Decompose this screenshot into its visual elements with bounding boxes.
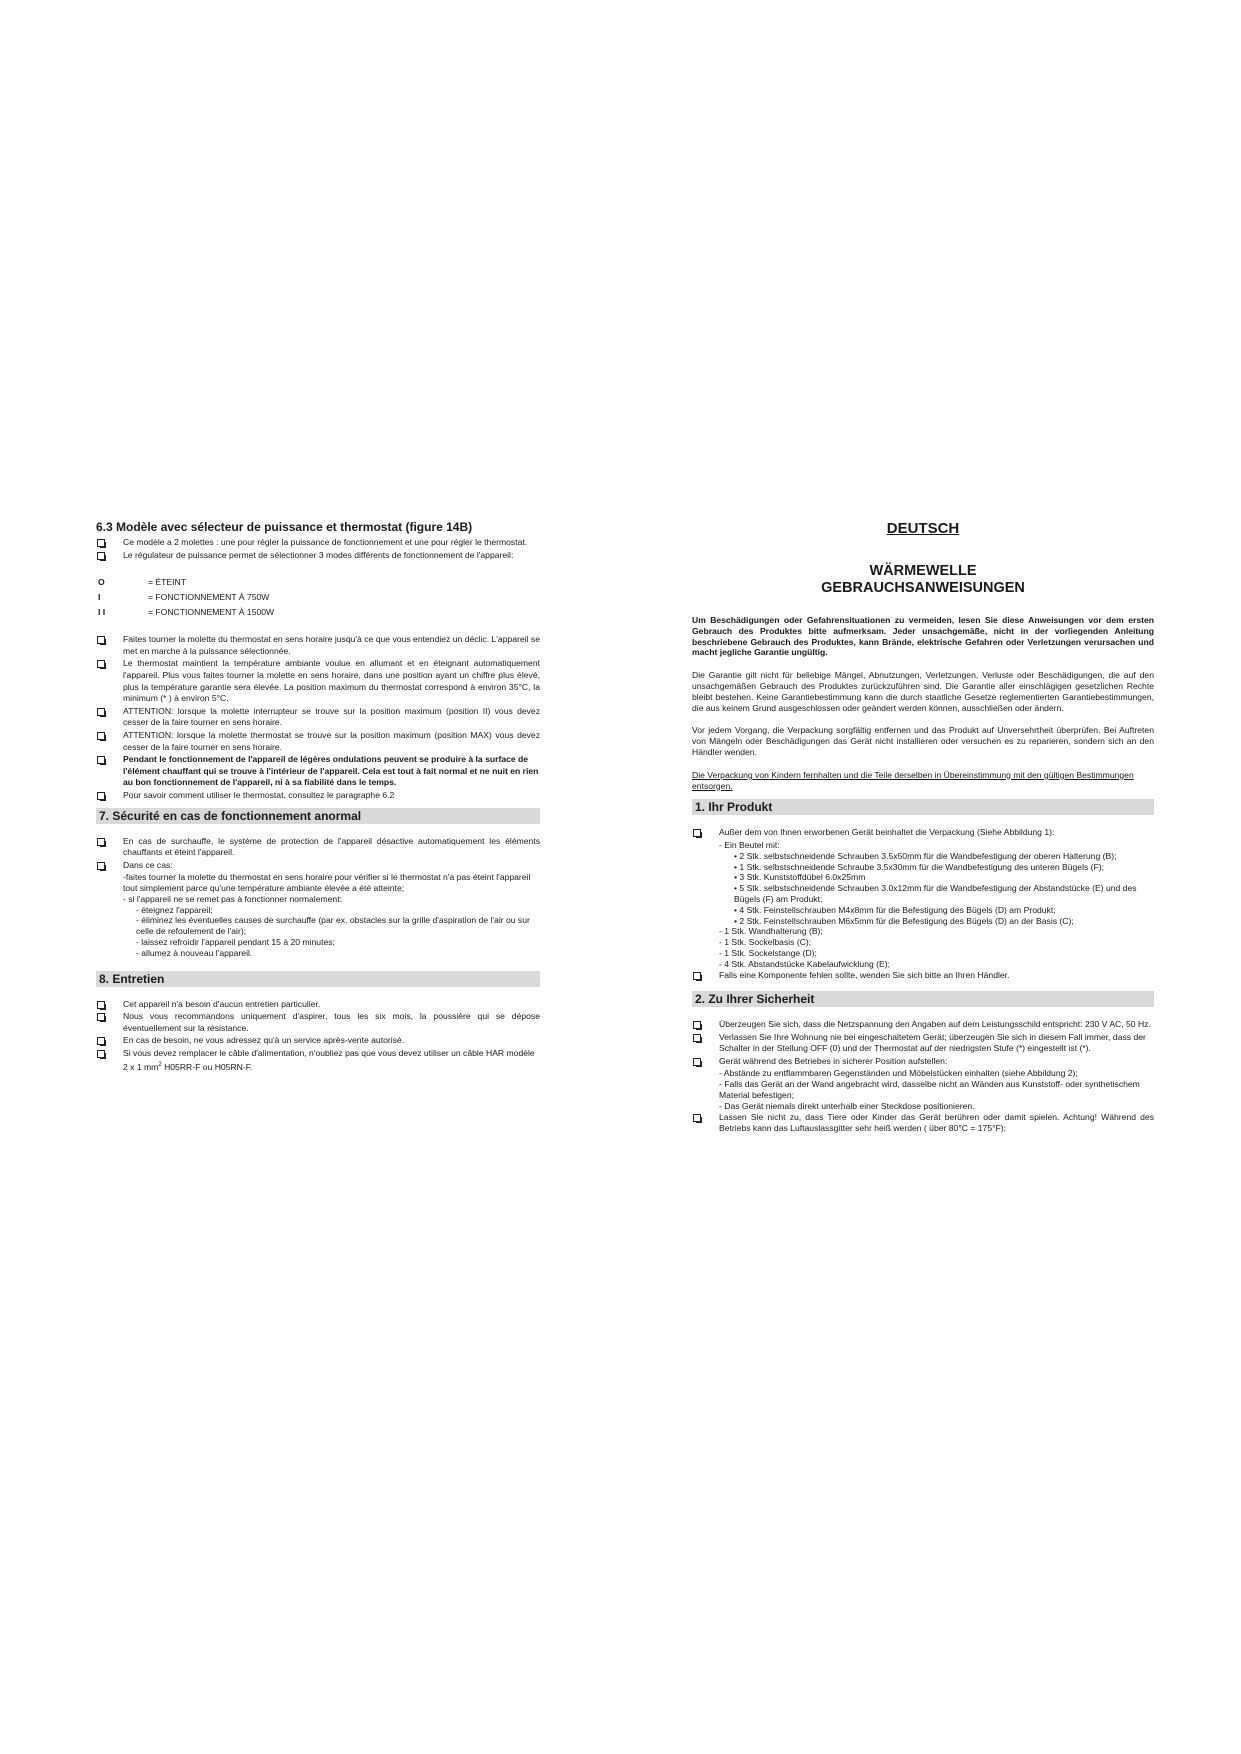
- text-line: - Abstände zu entflammbaren Gegenständen und Möbelstücken einhalten (siehe Abbildung 2);: [719, 1068, 1078, 1079]
- list-item: Nous vous recommandons uniquement d'aspirer, tous les six mois, la poussière qui se dépose éventuellement sur la résistance.: [96, 1011, 540, 1034]
- section-2-title: 2. Zu Ihrer Sicherheit: [692, 991, 1154, 1007]
- product-title: WÄRMEWELLE: [869, 563, 977, 579]
- checkbox-bullet-icon: [97, 1001, 105, 1009]
- checkbox-bullet-icon: [693, 972, 701, 980]
- power-modes: [96, 575, 540, 620]
- left-column: [96, 520, 540, 1074]
- packaging-paragraph: Vor jedem Vorgang, die Verpackung sorgfältig entfernen und das Produkt auf Unversehrtheit überprüfen. Bei Auftreten von Mängeln oder Beschädigungen das Gerät nicht installieren oder versuchen es zu reparieren, sondern sich an den Händler wenden.: [692, 725, 1154, 757]
- checkbox-bullet-icon: [97, 756, 105, 764]
- checkbox-bullet-icon: [97, 792, 105, 800]
- warranty-paragraph: Die Garantie gilt nicht für beliebige Mängel, Abnutzungen, Verletzungen, Verluste oder Beschädigungen, die auf den unsachgemäßen Gebrauch des Produktes zurückzuführen sind. Die Garantie aller einschlägigen gesetzlichen Rechte bleibt bestehen. Keine Garantiebestimmung kann die durch staatliche Gesetze reglementierten Garantiebestimmungen, die aus keinem Grund ausgeschlossen oder geändert werden können, ausschließen oder ändern.: [692, 670, 1154, 713]
- part-line: - 4 Stk. Abstandstücke Kabelaufwicklung (E);: [719, 958, 891, 969]
- section-7-title: 7. Sécurité en cas de fonctionnement anormal: [96, 808, 540, 824]
- bag-item: • 2 Stk. selbstschneidende Schrauben 3.5x50mm für die Wandbefestigung der oberen Halterung (B);: [734, 850, 1117, 861]
- text-line: - si l'appareil ne se remet pas à fonctionner normalement:: [123, 893, 342, 904]
- list-item: Verlassen Sie Ihre Wohnung nie bei eingeschaltetem Gerät; überzeugen Sie sich in diesem Fall immer, dass der Schalter in der Stellung OFF (0) und der Thermostat auf der niedrigsten Stufe (*) eingestellt ist (*).: [692, 1032, 1154, 1055]
- checkbox-bullet-icon: [97, 1037, 105, 1045]
- part-line: - 1 Stk. Wandhalterung (B);: [719, 926, 823, 937]
- right-column: [692, 520, 1154, 1136]
- checkbox-bullet-icon: [97, 732, 105, 740]
- list-item: ATTENTION: lorsque la molette thermostat se trouve sur la position maximum (position MAX) vous devez cesser de la faire tourner en sens horaire.: [96, 730, 540, 753]
- checkbox-bullet-icon: [97, 708, 105, 716]
- language-heading: DEUTSCH: [886, 520, 960, 537]
- checkbox-bullet-icon: [97, 552, 105, 560]
- list-item: En cas de besoin, ne vous adressez qu'à un service après-vente autorisé.: [96, 1035, 540, 1047]
- part-line: - 1 Stk. Sockelbasis (C);: [719, 937, 812, 948]
- checkbox-bullet-icon: [693, 1058, 701, 1066]
- list-item: ATTENTION: lorsque la molette interrupteur se trouve sur la position maximum (position II) vous devez cesser de la faire tourner en sens horaire.: [96, 706, 540, 729]
- checkbox-bullet-icon: [97, 636, 105, 644]
- bag-item: • 2 Stk. Feinstellschrauben M6x5mm für die Befestigung des Bügels (D) an der Basis (C);: [734, 915, 1074, 926]
- children-paragraph: Die Verpackung von Kindern fernhalten und die Teile derselben in Übereinstimmung mit den gültigen Bestimmungen entsorgen.: [692, 769, 1134, 791]
- checkbox-bullet-icon: [97, 862, 105, 870]
- text-line: -faites tourner la molette du thermostat en sens horaire pour vérifier si le thermostat n'a pas éteint l'appareil tout simplement parce qu'une température ambiante élevée a été atteinte;: [123, 872, 531, 894]
- step-line: - allumez à nouveau l'appareil.: [136, 947, 253, 958]
- list-item: Pour savoir comment utiliser le thermostat, consultez le paragraphe 6.2: [96, 790, 540, 802]
- list-item: En cas de surchauffe, le système de protection de l'appareil désactive automatiquement les éléments chauffants et éteint l'appareil.: [96, 836, 540, 859]
- mode-row: I I = FONCTIONNEMENT À 1500W: [98, 607, 275, 618]
- checkbox-bullet-icon: [693, 1021, 701, 1029]
- section-1-title: 1. Ihr Produkt: [692, 799, 1154, 815]
- part-line: - 1 Stk. Sockelstange (D);: [719, 947, 817, 958]
- checkbox-bullet-icon: [97, 1013, 105, 1021]
- list-item: Si vous devez remplacer le câble d'alimentation, n'oubliez pas que vous devez utiliser un câble HAR modèle 2 x 1 $mm^2$ H05RR-F ou H05RN-F.: [96, 1048, 540, 1073]
- list-item: Le thermostat maintient la température ambiante voulue en allumant et en éteignant automatiquement l'appareil. Plus vous faites tourner la molette en sens horaire, dans une position ayant un chiffre plus élevé, plus la température garantie sera élevée. La position maximum du thermostat correspond à environ 35°C, la minimum (* ) à environ 5°C.: [96, 658, 540, 704]
- text-line: - Das Gerät niemals direkt unterhalb einer Steckdose positionieren.: [719, 1100, 975, 1111]
- section-8-title: 8. Entretien: [96, 971, 540, 987]
- text-line: - Ein Beutel mit:: [719, 839, 780, 850]
- bag-item: • 1 Stk. selbstschneidende Schraube 3.5x30mm für die Wandbefestigung des unteren Bügels (F);: [734, 861, 1105, 872]
- list-item: Pendant le fonctionnement de l'appareil de légères ondulations peuvent se produire à la surface de l'élément chauffant qui se trouve à l'intérieur de l'appareil. Cela est tout à fait normal et ne nuit en rien au bon fonctionnement de l'appareil, ni à sa fiabilité dans le temps.: [96, 754, 540, 789]
- list-item: Gerät während des Betriebes in sicherer Position aufstellen:: [692, 1056, 1154, 1068]
- step-line: - éteignez l'appareil;: [136, 904, 213, 915]
- checkbox-bullet-icon: [97, 660, 105, 668]
- mode-row: O = ÉTEINT: [98, 577, 186, 588]
- safety-warning: Um Beschädigungen oder Gefahrensituationen zu vermeiden, lesen Sie diese Anweisungen vor dem ersten Gebrauch des Produktes bitte aufmerksam. Jeder unsachgemäße, nicht in der vorliegenden Anleitung beschriebene Gebrauch des Produktes, kann Brände, elektrische Gefahren oder Verletzungen verursachen und macht jegliche Garantie ungültig.: [692, 615, 1154, 658]
- checkbox-bullet-icon: [97, 1050, 105, 1058]
- bag-item: • 5 Stk. selbstschneidende Schrauben 3.0x12mm für die Wandbefestigung der Abstandstücke (E) und des Bügels (F) am Produkt;: [734, 883, 1137, 904]
- bag-item: • 4 Stk. Feinstellschrauben M4x8mm für die Befestigung des Bügels (D) am Produkt;: [734, 904, 1056, 915]
- section-6-3-title: 6.3 Modèle avec sélecteur de puissance et thermostat (figure 14B): [96, 520, 473, 534]
- checkbox-bullet-icon: [693, 1034, 701, 1042]
- list-item: Le régulateur de puissance permet de sélectionner 3 modes différents de fonctionnement de l'appareil:: [96, 550, 540, 562]
- text-line: - Falls das Gerät an der Wand angebracht wird, dasselbe nicht an Wänden aus Kunststoff- oder synthetischem Material befestigen;: [719, 1079, 1140, 1101]
- list-item: Cet appareil n'a besoin d'aucun entretien particulier.: [96, 999, 540, 1011]
- list-item: Außer dem von Ihnen erworbenen Gerät beinhaltet die Verpackung (Siehe Abbildung 1):: [692, 827, 1154, 839]
- list-item: Faites tourner la molette du thermostat en sens horaire jusqu'à ce que vous entendiez un déclic. L'appareil se met en marche à la puissance sélectionnée.: [96, 634, 540, 657]
- checkbox-bullet-icon: [97, 838, 105, 846]
- bag-item: • 3 Stk. Kunststoffdübel 6.0x25mm: [734, 872, 866, 883]
- list-item: Dans ce cas:: [96, 860, 540, 872]
- list-item: Falls eine Komponente fehlen sollte, wenden Sie sich bitte an Ihren Händler.: [692, 970, 1154, 982]
- step-line: - laissez refroidir l'appareil pendant 15 à 20 minutes;: [136, 937, 335, 948]
- mode-row: I = FONCTIONNEMENT À 750W: [98, 592, 270, 603]
- checkbox-bullet-icon: [693, 829, 701, 837]
- list-item: Überzeugen Sie sich, dass die Netzspannung den Angaben auf dem Leistungsschild entspricht: 230 V AC, 50 Hz.: [692, 1019, 1154, 1031]
- list-item: Lassen Sie nicht zu, dass Tiere oder Kinder das Gerät berühren oder damit spielen. Achtung! Während des Betriebs kann das Luftauslassgitter sehr heiß werden ( über 80°C = 175°F);: [692, 1112, 1154, 1135]
- checkbox-bullet-icon: [97, 539, 105, 547]
- step-line: - éliminez les éventuelles causes de surchauffe (par ex. obstacles sur la grille d'aspiration de l'air ou sur celle de refoulement de l'air);: [136, 915, 530, 937]
- manual-title: GEBRAUCHSANWEISUNGEN: [821, 580, 1025, 596]
- list-item: Ce modèle a 2 molettes : une pour régler la puissance de fonctionnement et une pour régler le thermostat.: [96, 537, 540, 549]
- checkbox-bullet-icon: [693, 1114, 701, 1122]
